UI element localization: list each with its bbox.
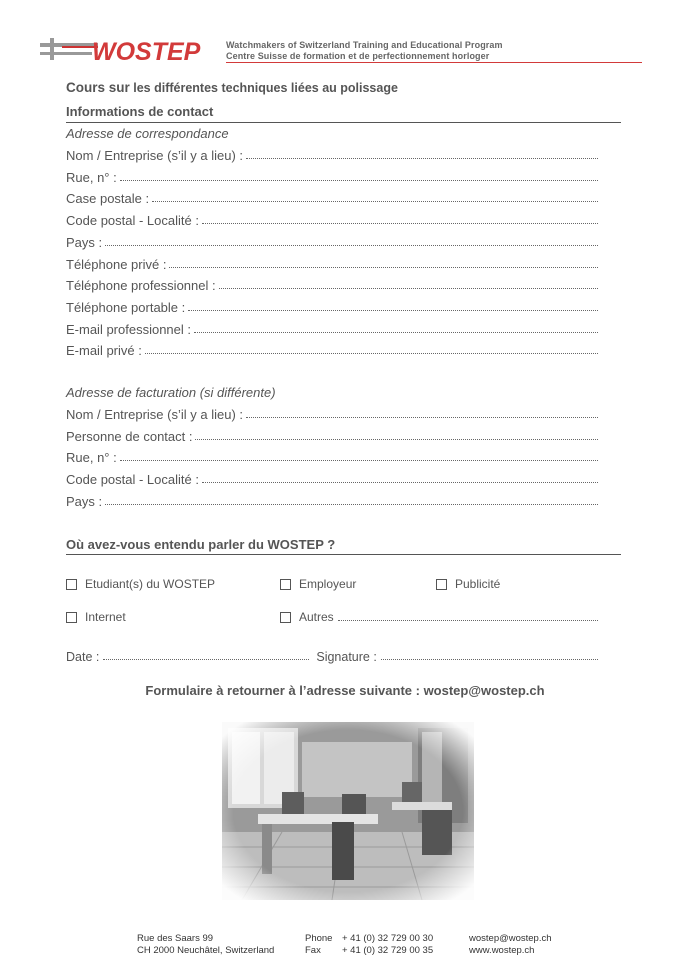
correspondence-field-row[interactable] bbox=[66, 147, 598, 163]
contact-heading: Informations de contact bbox=[66, 104, 214, 119]
billing-field-row[interactable] bbox=[66, 493, 598, 509]
option-employer-label: Employeur bbox=[299, 577, 357, 591]
correspondence-field-input-line[interactable] bbox=[145, 353, 598, 354]
correspondence-field-label: Pays : bbox=[66, 234, 103, 250]
correspondence-field-input-line[interactable] bbox=[202, 223, 598, 224]
checkbox-advertising[interactable] bbox=[436, 579, 447, 590]
correspondence-field-row[interactable] bbox=[66, 299, 598, 315]
correspondence-field-row[interactable] bbox=[66, 169, 598, 185]
correspondence-field-label: E-mail privé : bbox=[66, 343, 142, 359]
option-other[interactable] bbox=[280, 610, 598, 624]
correspondence-field-input-line[interactable] bbox=[105, 245, 598, 246]
checkbox-other[interactable] bbox=[280, 612, 291, 623]
option-students[interactable] bbox=[66, 577, 215, 591]
wostep-logo bbox=[40, 36, 218, 68]
correspondence-field-row[interactable] bbox=[66, 234, 598, 250]
footer-phone-label: Phone bbox=[305, 933, 333, 944]
header-rule bbox=[226, 62, 642, 63]
correspondence-field-row[interactable] bbox=[66, 190, 598, 206]
correspondence-field-label: Code postal - Localité : bbox=[66, 213, 199, 229]
billing-field-label: Pays : bbox=[66, 493, 103, 509]
billing-heading: Adresse de facturation (si différente) bbox=[66, 385, 276, 400]
option-advertising[interactable] bbox=[436, 577, 500, 591]
billing-field-label: Nom / Entreprise (s’il y a lieu) : bbox=[66, 407, 243, 422]
checkbox-students[interactable] bbox=[66, 579, 77, 590]
billing-field-row[interactable] bbox=[66, 449, 598, 465]
footer-website[interactable]: www.wostep.ch bbox=[469, 945, 535, 956]
correspondence-field-label: E-mail professionnel : bbox=[66, 321, 191, 337]
billing-field-label: Rue, n° : bbox=[66, 450, 117, 466]
correspondence-field-input-line[interactable] bbox=[246, 158, 598, 159]
title-part-1: Cours sur bbox=[66, 80, 130, 95]
billing-field-input-line[interactable] bbox=[202, 482, 598, 483]
correspondence-field-input-line[interactable] bbox=[120, 180, 598, 181]
svg-text:WOSTEP: WOSTEP bbox=[92, 38, 201, 66]
footer-email[interactable]: wostep@wostep.ch bbox=[469, 933, 552, 944]
return-note: Formulaire à retourner à l’adresse suivante : wostep@wostep.ch bbox=[145, 683, 545, 698]
checkbox-employer[interactable] bbox=[280, 579, 291, 590]
title-part-2: les différentes techniques liées au polissage bbox=[129, 81, 398, 95]
correspondence-field-label: Case postale : bbox=[66, 191, 150, 207]
billing-field-row[interactable] bbox=[66, 428, 598, 444]
billing-field-input-line[interactable] bbox=[246, 417, 598, 418]
billing-field-label: Code postal - Localité : bbox=[66, 472, 199, 488]
correspondence-field-input-line[interactable] bbox=[169, 267, 598, 268]
correspondence-field-row[interactable] bbox=[66, 256, 598, 272]
source-heading-rule bbox=[66, 554, 621, 555]
date-label: Date : bbox=[66, 650, 100, 664]
footer-fax-label: Fax bbox=[305, 945, 321, 956]
option-internet-label: Internet bbox=[85, 610, 126, 624]
option-employer[interactable] bbox=[280, 577, 356, 591]
correspondence-field-row[interactable] bbox=[66, 212, 598, 228]
billing-field-input-line[interactable] bbox=[120, 460, 598, 461]
correspondence-field-row[interactable] bbox=[66, 342, 598, 358]
signature-input-line[interactable] bbox=[381, 659, 598, 660]
correspondence-field-label: Nom / Entreprise (s’il y a lieu) : bbox=[66, 148, 243, 163]
option-advertising-label: Publicité bbox=[455, 577, 501, 591]
date-signature-row bbox=[66, 648, 598, 664]
option-other-label: Autres bbox=[299, 610, 334, 624]
footer-address-line-2: CH 2000 Neuchâtel, Switzerland bbox=[137, 945, 275, 956]
correspondence-field-label: Téléphone privé : bbox=[66, 256, 167, 272]
footer-phone: + 41 (0) 32 729 00 30 bbox=[342, 933, 434, 944]
date-input-line[interactable] bbox=[103, 659, 309, 660]
footer-fax: + 41 (0) 32 729 00 35 bbox=[342, 945, 434, 956]
footer-address-line-1: Rue des Saars 99 bbox=[137, 933, 214, 944]
correspondence-heading: Adresse de correspondance bbox=[66, 126, 229, 141]
correspondence-field-row[interactable] bbox=[66, 277, 598, 293]
correspondence-field-label: Téléphone portable : bbox=[66, 299, 186, 315]
billing-field-input-line[interactable] bbox=[195, 439, 598, 440]
option-students-label: Etudiant(s) du WOSTEP bbox=[85, 577, 216, 591]
contact-heading-rule bbox=[66, 122, 621, 123]
billing-field-row[interactable] bbox=[66, 406, 598, 422]
tagline-english: Watchmakers of Switzerland Training and Educational Program bbox=[226, 40, 503, 50]
correspondence-field-input-line[interactable] bbox=[188, 310, 598, 311]
correspondence-field-label: Rue, n° : bbox=[66, 169, 117, 185]
tagline-french: Centre Suisse de formation et de perfectionnement horloger bbox=[226, 51, 490, 61]
page-title bbox=[66, 80, 398, 95]
correspondence-field-input-line[interactable] bbox=[219, 288, 598, 289]
billing-field-label: Personne de contact : bbox=[66, 428, 193, 444]
correspondence-field-input-line[interactable] bbox=[194, 332, 598, 333]
checkbox-internet[interactable] bbox=[66, 612, 77, 623]
option-internet[interactable] bbox=[66, 610, 126, 624]
workshop-photo bbox=[222, 722, 474, 900]
signature-label: Signature : bbox=[316, 650, 377, 664]
correspondence-field-row[interactable] bbox=[66, 321, 598, 337]
billing-field-input-line[interactable] bbox=[105, 504, 598, 505]
option-other-input-line[interactable] bbox=[338, 620, 598, 621]
billing-field-row[interactable] bbox=[66, 471, 598, 487]
correspondence-field-label: Téléphone professionnel : bbox=[66, 278, 216, 294]
correspondence-field-input-line[interactable] bbox=[152, 201, 598, 202]
source-heading: Où avez-vous entendu parler du WOSTEP ? bbox=[66, 537, 336, 552]
